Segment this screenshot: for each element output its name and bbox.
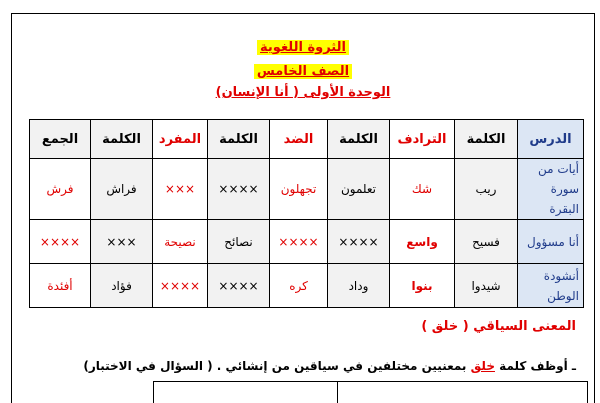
word-cell: تعلمون bbox=[328, 159, 390, 220]
word-cell: شيدوا bbox=[455, 264, 518, 308]
task-suffix: بمعنيين مختلفين في سياقين من إنشائي . ( السؤال في الاختبار) bbox=[83, 359, 467, 373]
singular-cell: ×××× bbox=[153, 264, 208, 308]
table-row bbox=[30, 220, 584, 264]
header-antonym: الضد bbox=[270, 120, 328, 159]
word-cell: ××× bbox=[91, 220, 153, 264]
header-word: الكلمة bbox=[455, 120, 518, 159]
word-cell: وداد bbox=[328, 264, 390, 308]
lesson-cell: أيات من سورة البقرة bbox=[518, 159, 584, 220]
plural-cell: أفئدة bbox=[30, 264, 91, 308]
word-cell: فؤاد bbox=[91, 264, 153, 308]
task-prefix: ـ أوظف كلمة bbox=[499, 359, 576, 373]
antonym-cell: كره bbox=[270, 264, 328, 308]
contextual-meaning-heading: المعنى السياقي ( خلق ) bbox=[421, 319, 576, 334]
lesson-cell: أنا مسؤول bbox=[518, 220, 584, 264]
answer-table bbox=[153, 381, 588, 403]
synonym-cell: واسع bbox=[390, 220, 455, 264]
table-row bbox=[30, 264, 584, 308]
grade-title: الصف الخامس bbox=[254, 64, 352, 79]
synonym-cell: شك bbox=[390, 159, 455, 220]
word-cell: ×××× bbox=[208, 264, 270, 308]
antonym-cell: ×××× bbox=[270, 220, 328, 264]
antonym-cell: تجهلون bbox=[270, 159, 328, 220]
header-word: الكلمة bbox=[208, 120, 270, 159]
worksheet-page bbox=[11, 13, 595, 403]
unit-title: الوحدة الأولى ( أنا الإنسان) bbox=[215, 85, 391, 100]
word-cell: فسيح bbox=[455, 220, 518, 264]
header-singular: المفرد bbox=[153, 120, 208, 159]
header-word: الكلمة bbox=[91, 120, 153, 159]
page-title: الثروة اللغوية bbox=[257, 40, 349, 55]
vocabulary-table bbox=[29, 119, 584, 308]
task-keyword: خلق bbox=[470, 359, 495, 373]
task-instruction bbox=[83, 359, 576, 373]
singular-cell: نصيحة bbox=[153, 220, 208, 264]
plural-cell: ×××× bbox=[30, 220, 91, 264]
word-cell: نصائح bbox=[208, 220, 270, 264]
header-word: الكلمة bbox=[328, 120, 390, 159]
header-lesson: الدرس bbox=[518, 120, 584, 159]
table-row bbox=[30, 159, 584, 220]
table-header-row bbox=[30, 120, 584, 159]
plural-cell: فرش bbox=[30, 159, 91, 220]
synonym-cell: بنوا bbox=[390, 264, 455, 308]
word-cell: فراش bbox=[91, 159, 153, 220]
answer-table-divider bbox=[337, 382, 338, 403]
word-cell: ريب bbox=[455, 159, 518, 220]
word-cell: ×××× bbox=[208, 159, 270, 220]
word-cell: ×××× bbox=[328, 220, 390, 264]
header-synonym: الترادف bbox=[390, 120, 455, 159]
singular-cell: ××× bbox=[153, 159, 208, 220]
header-plural: الجمع bbox=[30, 120, 91, 159]
lesson-cell: أنشودة الوطن bbox=[518, 264, 584, 308]
